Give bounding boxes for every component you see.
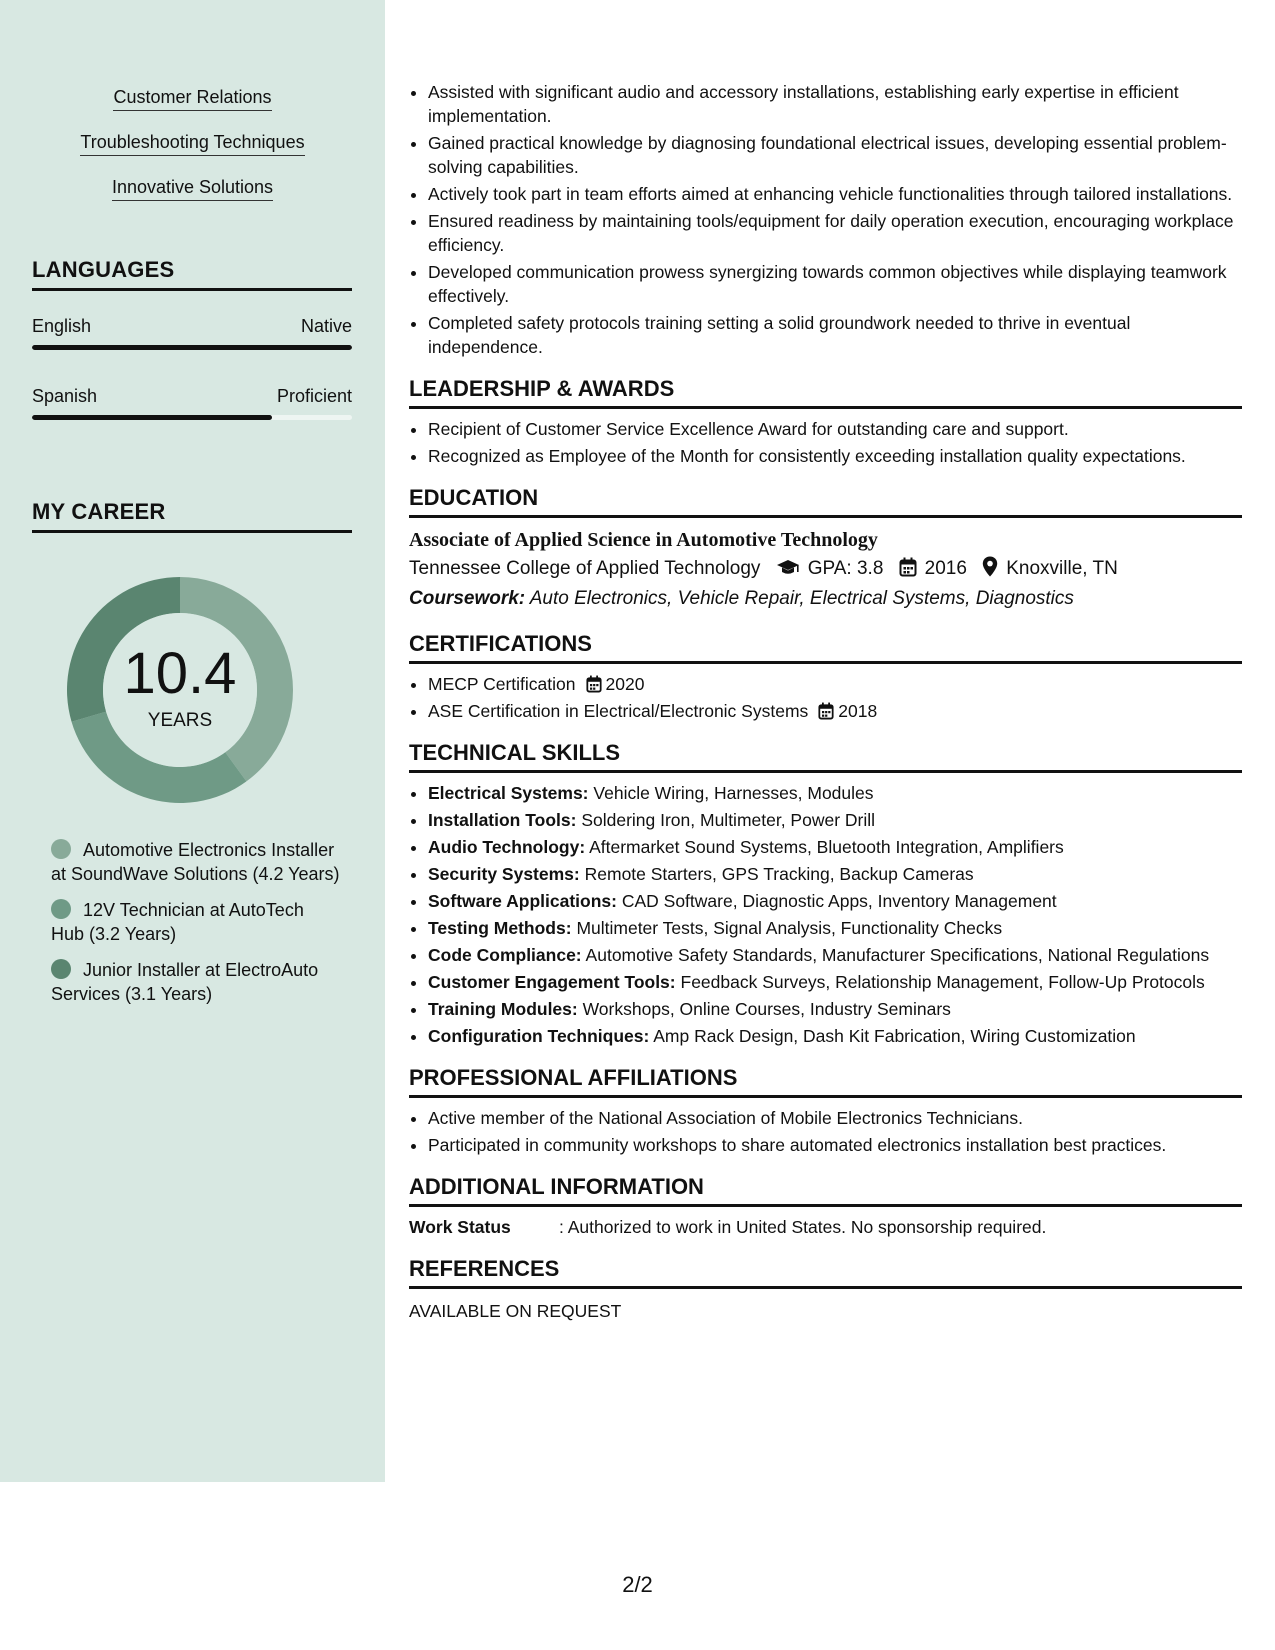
experience-bullet: • Assisted with significant audio and accessory installations, establishing early expertise in efficient implementation. — [428, 80, 1242, 128]
career-donut-chart — [66, 576, 294, 804]
section-heading-affiliations: PROFESSIONAL AFFILIATIONS — [409, 1064, 1242, 1098]
technical-skill-item — [428, 997, 1242, 1021]
languages-heading: LANGUAGES — [32, 256, 352, 291]
section-heading-references: REFERENCES — [409, 1255, 1242, 1289]
sidebar — [0, 0, 385, 1482]
technical-skill-item — [428, 889, 1242, 913]
education-gpa: GPA: 3.8 — [807, 558, 884, 579]
technical-skill-item — [428, 1024, 1242, 1048]
certification-year: 2020 — [605, 674, 645, 694]
language-level: Proficient — [276, 386, 352, 406]
section-heading-education: EDUCATION — [409, 484, 1242, 518]
work-status-label: Work Status — [409, 1217, 511, 1237]
skill-category: Code Compliance: — [428, 945, 582, 965]
skill-values: Multimeter Tests, Signal Analysis, Functionality Checks — [576, 918, 1003, 938]
skill-values: Workshops, Online Courses, Industry Seminars — [582, 999, 951, 1019]
education-coursework — [409, 584, 1242, 614]
career-legend-item — [51, 898, 341, 946]
skill-values: CAD Software, Diagnostic Apps, Inventory Management — [621, 891, 1057, 911]
language-bar — [32, 345, 352, 350]
certification-year: 2018 — [838, 701, 878, 721]
skill-values: Aftermarket Sound Systems, Bluetooth Integration, Amplifiers — [589, 837, 1064, 857]
technical-skill-item — [428, 916, 1242, 940]
technical-skill-item — [428, 943, 1242, 967]
experience-bullet: • Ensured readiness by maintaining tools/equipment for daily operation execution, encouraging workplace efficiency. — [428, 209, 1242, 257]
technical-skill-item — [428, 862, 1242, 886]
career-total-unit: YEARS — [147, 710, 213, 731]
career-legend-item — [51, 838, 341, 886]
skill-category: Configuration Techniques: — [428, 1026, 650, 1046]
skill-values: Automotive Safety Standards, Manufacturer Specifications, National Regulations — [585, 945, 1210, 965]
coursework-value: Auto Electronics, Vehicle Repair, Electrical Systems, Diagnostics — [529, 588, 1074, 609]
affiliation-item: • Participated in community workshops to share automated electronics installation best practices. — [428, 1133, 1242, 1157]
career-legend-item — [51, 958, 341, 1006]
certification-item — [428, 699, 1242, 723]
skill-category: Installation Tools: — [428, 810, 577, 830]
certification-name: MECP Certification — [428, 674, 576, 694]
career-legend-text: 12V Technician at AutoTech Hub (3.2 Years) — [51, 900, 304, 944]
references-text: AVAILABLE ON REQUEST — [409, 1301, 622, 1321]
graduation-cap-icon — [776, 559, 800, 577]
experience-bullets — [409, 80, 1242, 359]
certification-date — [576, 674, 645, 694]
legend-dot — [51, 839, 71, 859]
skill-pill-label: Troubleshooting Techniques — [80, 131, 304, 156]
technical-skill-item — [428, 781, 1242, 805]
career-legend-text: Junior Installer at ElectroAuto Services (3.1 Years) — [51, 960, 319, 1004]
skill-pill-label: Innovative Solutions — [112, 176, 273, 201]
career-total-value: 10.4 — [123, 641, 237, 706]
section-heading-additional-info: ADDITIONAL INFORMATION — [409, 1173, 1242, 1207]
affiliations-list — [409, 1106, 1242, 1157]
experience-bullet: • Completed safety protocols training setting a solid groundwork needed to thrive in eventual independence. — [428, 311, 1242, 359]
section-heading-certifications: CERTIFICATIONS — [409, 630, 1242, 664]
leadership-item: • Recognized as Employee of the Month for consistently exceeding installation quality expectations. — [428, 444, 1242, 468]
education-year: 2016 — [924, 558, 967, 579]
education-meta — [409, 554, 1242, 584]
work-status-row — [409, 1215, 1242, 1239]
skill-values: Soldering Iron, Multimeter, Power Drill — [581, 810, 876, 830]
legend-dot — [51, 899, 71, 919]
language-bar-fill — [32, 415, 272, 420]
career-legend — [51, 838, 341, 1018]
section-heading-leadership: LEADERSHIP & AWARDS — [409, 375, 1242, 409]
leadership-list — [409, 417, 1242, 468]
certification-name: ASE Certification in Electrical/Electronic Systems — [428, 701, 809, 721]
calendar-icon — [818, 702, 834, 720]
experience-bullet: • Gained practical knowledge by diagnosing foundational electrical issues, developing essential problem-solving capabilities. — [428, 131, 1242, 179]
calendar-icon — [899, 557, 917, 577]
skill-values: Amp Rack Design, Dash Kit Fabrication, Wiring Customization — [653, 1026, 1136, 1046]
language-name: English — [32, 316, 92, 336]
technical-skills-list — [409, 781, 1242, 1048]
certification-date — [808, 701, 877, 721]
skill-values: Feedback Surveys, Relationship Management, Follow-Up Protocols — [680, 972, 1205, 992]
education-school: Tennessee College of Applied Technology — [409, 558, 761, 579]
location-pin-icon — [982, 556, 998, 577]
language-name: Spanish — [32, 386, 98, 406]
skill-pill — [0, 86, 385, 131]
page-number: 2/2 — [622, 1572, 653, 1597]
skill-pills — [0, 86, 385, 221]
skill-pill-label: Customer Relations — [113, 86, 271, 111]
leadership-item: • Recipient of Customer Service Excellence Award for outstanding care and support. — [428, 417, 1242, 441]
career-heading: MY CAREER — [32, 498, 352, 533]
skill-values: Vehicle Wiring, Harnesses, Modules — [593, 783, 874, 803]
skill-category: Testing Methods: — [428, 918, 572, 938]
skill-category: Electrical Systems: — [428, 783, 589, 803]
work-status-value: : Authorized to work in United States. No sponsorship required. — [559, 1217, 1047, 1237]
skill-values: Remote Starters, GPS Tracking, Backup Cameras — [584, 864, 974, 884]
section-heading-technical-skills: TECHNICAL SKILLS — [409, 739, 1242, 773]
main-content — [409, 80, 1242, 1323]
language-level: Native — [300, 316, 352, 336]
skill-pill — [0, 131, 385, 176]
career-legend-text: Automotive Electronics Installer at SoundWave Solutions (4.2 Years) — [51, 840, 340, 884]
experience-bullet: • Actively took part in team efforts aimed at enhancing vehicle functionalities through tailored installations. — [428, 182, 1242, 206]
affiliation-item: • Active member of the National Association of Mobile Electronics Technicians. — [428, 1106, 1242, 1130]
language-bar-fill — [32, 345, 352, 350]
calendar-icon — [586, 675, 602, 693]
skill-category: Software Applications: — [428, 891, 617, 911]
education-degree: Associate of Applied Science in Automotive Technology — [409, 529, 878, 551]
technical-skill-item — [428, 808, 1242, 832]
technical-skill-item — [428, 970, 1242, 994]
language-bar — [32, 415, 352, 420]
technical-skill-item — [428, 835, 1242, 859]
legend-dot — [51, 959, 71, 979]
skill-category: Security Systems: — [428, 864, 580, 884]
coursework-label: Coursework: — [409, 588, 526, 609]
education-location: Knoxville, TN — [1006, 558, 1118, 579]
certification-item — [428, 672, 1242, 696]
certification-list — [409, 672, 1242, 723]
skill-category: Training Modules: — [428, 999, 578, 1019]
skill-category: Audio Technology: — [428, 837, 586, 857]
experience-bullet: • Developed communication prowess synergizing towards common objectives while displaying teamwork effectively. — [428, 260, 1242, 308]
skill-pill — [0, 176, 385, 221]
skill-category: Customer Engagement Tools: — [428, 972, 676, 992]
